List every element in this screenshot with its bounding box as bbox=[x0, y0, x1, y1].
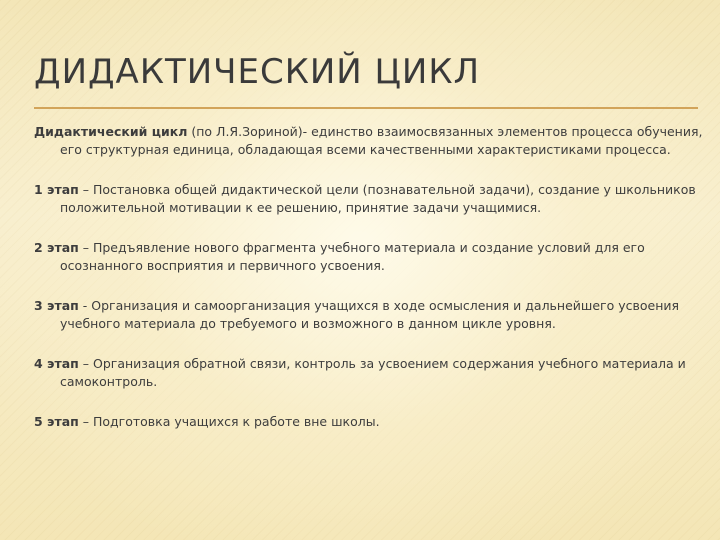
stage-4-label: 4 этап bbox=[34, 356, 79, 371]
stage-5-paragraph bbox=[34, 413, 704, 431]
stage-5-text: – Подготовка учащихся к работе вне школы. bbox=[78, 414, 380, 429]
slide-title: ДИДАКТИЧЕСКИЙ ЦИКЛ bbox=[34, 52, 481, 92]
stage-4-text: – Организация обратной связи, контроль за усвоением содержания учебного материала и самоконтроль. bbox=[60, 356, 686, 389]
title-underline bbox=[34, 107, 698, 109]
definition-term: Дидактический цикл bbox=[34, 124, 188, 139]
stage-2-label: 2 этап bbox=[34, 240, 79, 255]
stage-2-paragraph bbox=[34, 239, 704, 275]
stage-3-text: - Организация и самоорганизация учащихся в ходе осмысления и дальнейшего усвоения учебного материала до требуемого и возможного в данном цикле уровня. bbox=[60, 298, 680, 331]
stage-4-paragraph bbox=[34, 355, 704, 391]
definition-paragraph bbox=[34, 123, 704, 159]
stage-3-label: 3 этап bbox=[34, 298, 79, 313]
stage-1-paragraph bbox=[34, 181, 704, 217]
stage-1-label: 1 этап bbox=[34, 182, 79, 197]
stage-3-paragraph bbox=[34, 297, 704, 333]
slide-body bbox=[34, 123, 704, 431]
stage-1-text: – Постановка общей дидактической цели (познавательной задачи), создание у школьников положительной мотивации к ее решению, принятие задачи учащимися. bbox=[60, 182, 696, 215]
definition-text: (по Л.Я.Зориной)- единство взаимосвязанных элементов процесса обучения, его структурная единица, обладающая всеми качественными характеристиками процесса. bbox=[60, 124, 703, 157]
stage-5-label: 5 этап bbox=[34, 414, 79, 429]
stage-2-text: – Предъявление нового фрагмента учебного материала и создание условий для его осознанного восприятия и первичного усвоения. bbox=[60, 240, 645, 273]
